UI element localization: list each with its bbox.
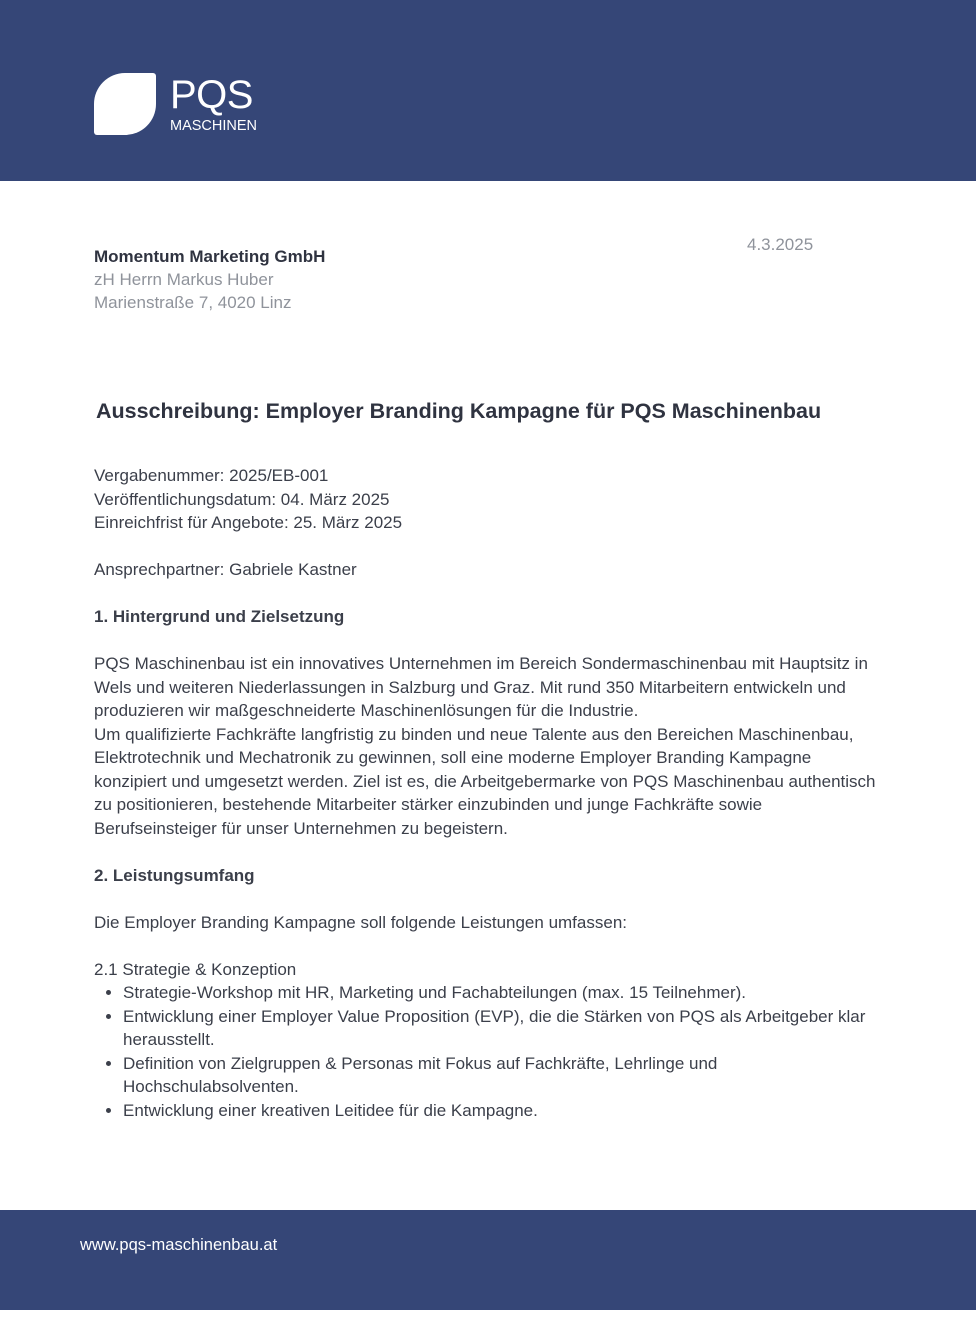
recipient-company: Momentum Marketing GmbH <box>94 247 326 266</box>
leaf-logo-icon <box>94 73 156 135</box>
submission-deadline: Einreichfrist für Angebote: 25. März 2025 <box>94 513 403 532</box>
logo-subtitle: MASCHINEN <box>170 118 258 134</box>
page-header <box>0 0 976 181</box>
section-1-paragraph-1: PQS Maschinenbau ist ein innovatives Unternehmen im Bereich Sondermaschinenbau mit Hauptsitz in Wels und weiteren Niederlassungen in Salzburg und Graz. Mit rund 350 Mitarbeitern entwickeln und produzieren wir maßgeschneiderte Maschinenlösungen für die Industrie. <box>94 654 868 720</box>
page-footer <box>0 1210 976 1310</box>
section-1-heading: 1. Hintergrund und Zielsetzung <box>94 607 345 626</box>
recipient-attention: zH Herrn Markus Huber <box>94 270 274 289</box>
recipient-block <box>94 245 325 314</box>
section-2-heading: 2. Leistungsumfang <box>94 865 255 885</box>
document-title: Ausschreibung: Employer Branding Kampagne für PQS Maschinenbau <box>96 399 822 423</box>
section-2-1-heading: 2.1 Strategie & Konzeption <box>94 959 297 979</box>
list-item: • Definition von Zielgruppen & Personas mit Fokus auf Fachkräfte, Lehrlinge und Hochschulabsolventen. <box>123 1052 884 1099</box>
list-item: • Entwicklung einer Employer Value Proposition (EVP), die die Stärken von PQS als Arbeitgeber klar herausstellt. <box>123 1005 884 1052</box>
letter-date: 4.3.2025 <box>747 235 814 254</box>
section-2-intro: Die Employer Branding Kampagne soll folgende Leistungen umfassen: <box>94 912 627 932</box>
document-body <box>94 464 884 1122</box>
contact-person: Ansprechpartner: Gabriele Kastner <box>94 560 357 579</box>
publication-date: Veröffentlichungsdatum: 04. März 2025 <box>94 489 390 509</box>
bullet-list <box>94 981 884 1122</box>
website-link[interactable]: www.pqs-maschinenbau.at <box>80 1236 278 1254</box>
tender-number: Vergabenummer: 2025/EB-001 <box>94 466 329 485</box>
list-item: • Entwicklung einer kreativen Leitidee für die Kampagne. <box>123 1099 884 1123</box>
recipient-address: Marienstraße 7, 4020 Linz <box>94 293 292 312</box>
logo-name: PQS <box>170 73 253 117</box>
section-1-paragraph-2: Um qualifizierte Fachkräfte langfristig zu binden und neue Talente aus den Bereichen Maschinenbau, Elektrotechnik und Mechatronik zu gewinnen, soll eine moderne Employer Branding Kampagne konzipiert und umgesetzt werden. Ziel ist es, die Arbeitgebermarke von PQS Maschinenbau authentisch zu positionieren, bestehende Mitarbeiter stärker einzubinden und junge Fachkräfte sowie Berufseinsteiger für unser Unternehmen zu begeistern. <box>94 724 876 838</box>
list-item: • Strategie-Workshop mit HR, Marketing und Fachabteilungen (max. 15 Teilnehmer). <box>123 981 884 1005</box>
